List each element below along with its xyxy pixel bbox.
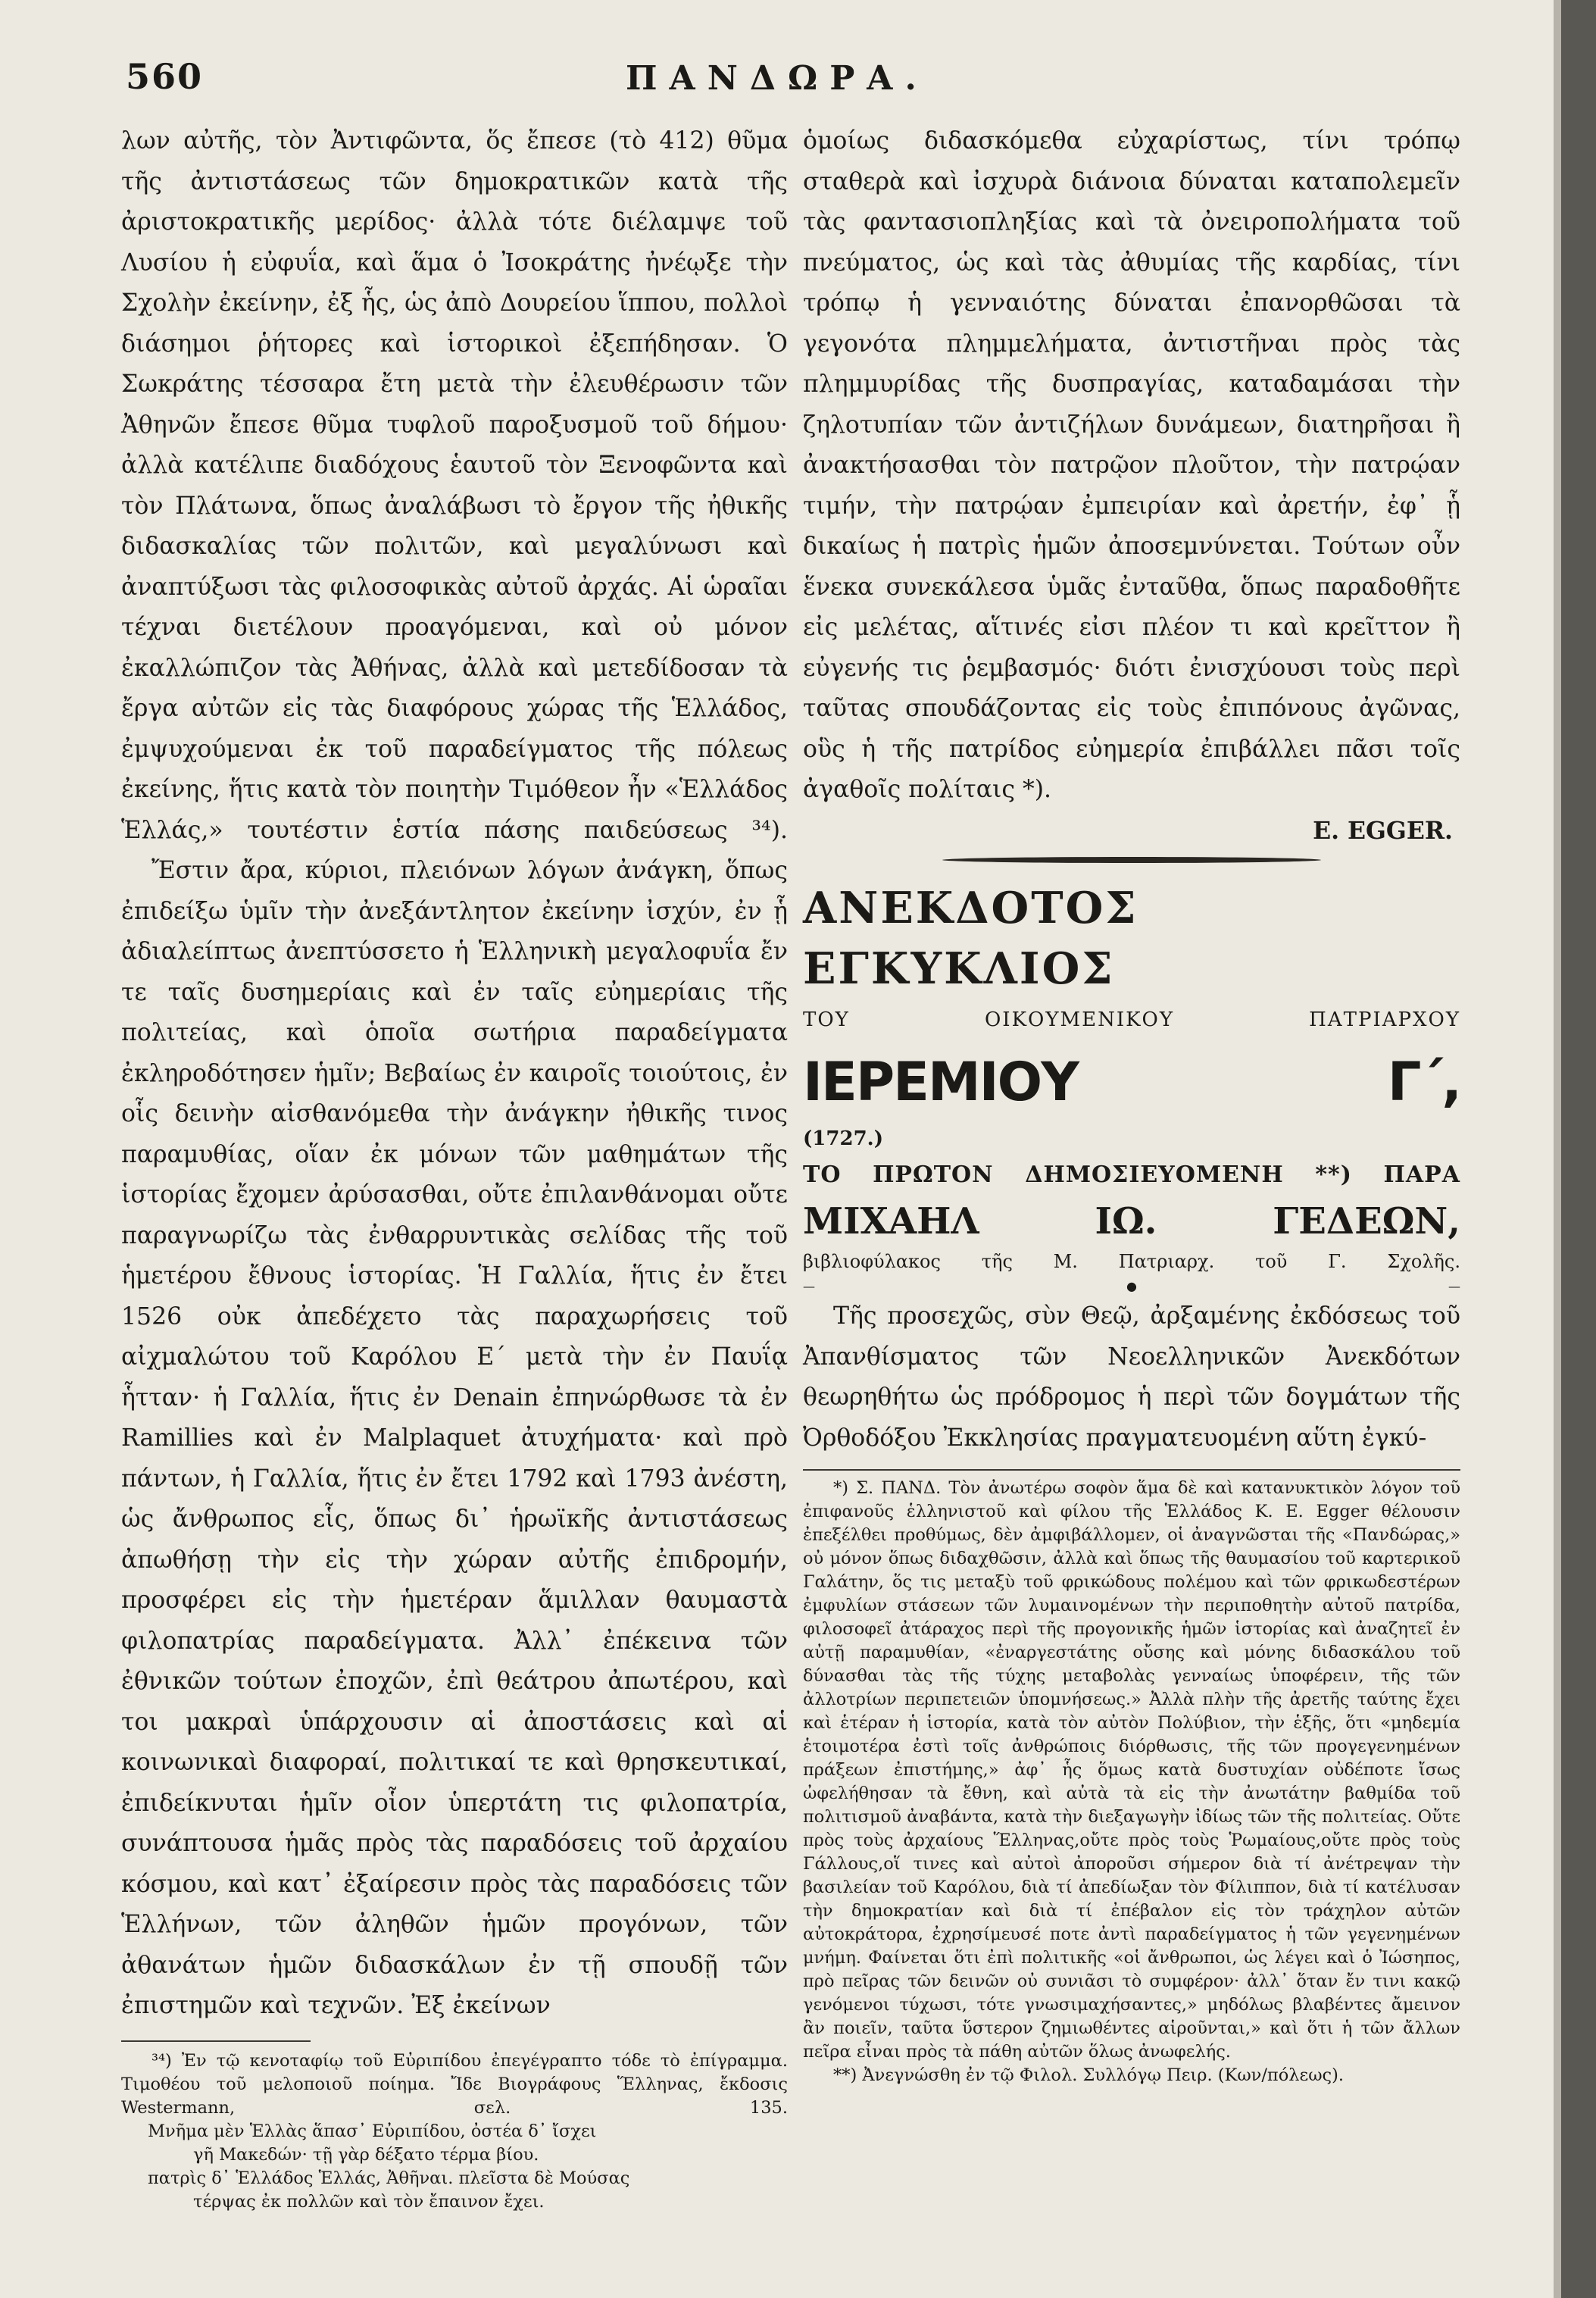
left-column [121, 121, 788, 2214]
footnote-text: **) Ἀνεγνώσθη ἐν τῷ Φιλολ. Συλλόγῳ Πειρ. (Κων/πόλεως). [833, 2065, 1345, 2085]
ornament-dash: —●— [803, 1279, 1460, 1293]
footnote-separator [121, 2040, 311, 2042]
body-paragraph: λων αὐτῆς, τὸν Ἀντιφῶντα, ὅς ἔπεσε (τὸ 412) θῦμα τῆς ἀντιστάσεως τῶν δημοκρατικῶν κατὰ τῆς ἀριστοκρατικῆς μερίδος· ἀλλὰ τότε διέλαμψε τοῦ Λυσίου ἡ εὐφυΐα, καὶ ἅμα ὁ Ἰσοκράτης ἠνέῳξε τὴν Σχολὴν ἐκείνην, ἐξ ἧς, ὡς ἀπὸ Δουρείου ἵππου, πολλοὶ διάσημοι ῥήτορες καὶ ἱστορικοὶ ἐξεπήδησαν. Ὁ Σωκράτης τέσσαρα ἔτη μετὰ τὴν ἐλευθέρωσιν τῶν Ἀθηνῶν ἔπεσε θῦμα τυφλοῦ παροξυσμοῦ τοῦ δήμου· ἀλλὰ κατέλιπε διαδόχους ἑαυτοῦ τὸν Ξενοφῶντα καὶ τὸν Πλάτωνα, ὅπως ἀναλάβωσι τὸ ἔργον τῆς ἠθικῆς διδασκαλίας τῶν πολιτῶν, καὶ μεγαλύνωσι καὶ ἀναπτύξωσι τὰς φιλοσοφικὰς αὐτοῦ ἀρχάς. Αἱ ὡραῖαι τέχναι διετέλουν προαγόμεναι, καὶ οὐ μόνον ἐκαλλώπιζον τὰς Ἀθήνας, ἀλλὰ καὶ μετεδίδοσαν τὰ ἔργα αὐτῶν εἰς τὰς διαφόρους χώρας τῆς Ἑλλάδος, ἐμψυχούμεναι ἐκ τοῦ παραδείγματος τῆς πόλεως ἐκείνης, ἥτις κατὰ τὸν ποιητὴν Τιμόθεον ἦν «Ἑλλάδος Ἑλλάς,» τουτέστιν ἑστία πάσης παιδεύσεως ³⁴). [121, 127, 788, 844]
epigram-verse: τέρψας ἐκ πολλῶν καὶ τὸν ἔπαινον ἔχει. [193, 2191, 545, 2212]
footnote-34 [121, 2049, 788, 2214]
scan-margin-shadow [1554, 0, 1561, 2298]
running-header [126, 56, 1550, 109]
right-column [803, 121, 1460, 2087]
body-paragraph: ὁμοίως διδασκόμεθα εὐχαρίστως, τίνι τρόπῳ σταθερὰ καὶ ἰσχυρὰ διάνοια δύναται καταπολεμεῖν τὰς φαντασιοπληξίας καὶ τὰ ὀνειροπολήματα τοῦ πνεύματος, ὡς καὶ τὰς ἀθυμίας τῆς καρδίας, τίνι τρόπῳ ἡ γενναιότης δύναται ἐπανορθῶσαι τὰ γεγονότα πλημμελήματα, ἀντιστῆναι πρὸς τὰς πλημμυρίδας τῆς δυσπραγίας, καταδαμάσαι τὴν ζηλοτυπίαν τῶν ἀντιζήλων δυνάμεων, διατηρῆσαι ἢ ἀνακτήσασθαι τὸν πατρῷον πλοῦτον, τὴν πατρῴαν τιμήν, τὴν πατρῴαν ἐμπειρίαν καὶ ἀρετήν, ἐφ᾽ ᾗ δικαίως ἡ πατρὶς ἡμῶν ἀποσεμνύνεται. Τούτων οὖν ἕνεκα συνεκάλεσα ὑμᾶς ἐνταῦθα, ὅπως παραδοθῆτε εἰς μελέτας, αἵτινές εἰσι πλέον τι καὶ κρεῖττον ἢ εὐγενής τις ῥεμβασμός· διότι ἐνισχύουσι τοὺς περὶ ταῦτας σπουδάζοντας εἰς τοὺς ἐπιπόνους ἀγῶνας, οὓς ἡ τῆς πατρίδος εὐημερία ἐπιβάλλει πᾶσι τοῖς ἀγαθοῖς πολίταις *). [803, 127, 1460, 803]
scan-margin [1561, 0, 1596, 2298]
footnote-text: *) Σ. ΠΑΝΔ. Τὸν ἀνωτέρω σοφὸν ἅμα δὲ καὶ κατανυκτικὸν λόγον τοῦ ἐπιφανοῦς ἑλληνιστοῦ καὶ φίλου τῆς Ἑλλάδος Κ. Ε. Egger θέλουσιν ἐπεξέλθει προθύμως, δὲν ἀμφιβάλλομεν, οἱ ἀναγνῶσται τῆς «Πανδώρας,» οὐ μόνον ὅπως διδαχθῶσιν, ἀλλὰ καὶ ὅπως τῆς θαυμασίου τοῦ καρτερικοῦ Γαλάτην, ὅς τις μεταξὺ τοῦ φρικώδους πολέμου καὶ τῶν φρικωδεστέρων ἐμφυλίων στάσεων τῶν λυμαινομένων τὴν περιποθητὴν αὐτοῦ πατρίδα, φιλοσοφεῖ ἀτάραχος περὶ τῆς προγονικῆς ἡμῶν ἱστορίας καὶ ἀναζητεῖ ἐν αὐτῇ παραμυθίαν, «ἐναργεστάτης οὔσης καὶ μόνης διδασκάλου τοῦ δύνασθαι τὰς τῆς τύχης μεταβολὰς γενναίως ὑποφέρειν, τῆς τῶν ἀλλοτρίων περιπετειῶν ὑπομνήσεως.» Ἀλλὰ πλὴν τῆς ἀρετῆς ταύτης ἔχει καὶ ἑτέραν ἡ ἱστορία, κατὰ τὸν αὐτὸν Πολύβιον, τὴν ἑξῆς, ὅτι «μηδεμία ἑτοιμοτέρα ἐστὶ τοῖς ἀνθρώποις διόρθωσις, τῆς τῶν προγεγενημένων πράξεων ἐπιστήμης,» ἀφ᾽ ἧς ὅμως κατὰ δυστυχίαν οὐδέποτε ἴσως ὠφελήθησαν τὰ ἔθνη, καὶ αὐτὰ τὰ εἰς τὴν ἀνωτάτην βαθμίδα τοῦ πολιτισμοῦ ἀναβάντα, κατὰ τὴν διεξαγωγὴν ἰδίως τῶν τῆς πολιτείας. Οὔτε πρὸς τοὺς ἀρχαίους Ἕλληνας,οὔτε πρὸς τοὺς Ῥωμαίους,οὔτε πρὸς τοὺς Γάλλους,οἵ τινες καὶ αὐτοὶ ἀποροῦσι σήμερον διὰ τί ἀνέτρεψαν τὴν βασιλείαν τοῦ Καρόλου, διὰ τί ἀπεδίωξαν τὸν Φίλιππον, διὰ τί κατέλυσαν τὴν δημοκρατίαν καὶ διὰ τί ἐπέβαλον εἰς τὸν τράχηλον αὐτῶν αὐτοκράτορα, ἐχρησίμευσέ ποτε ἀντὶ παραδείγματος ἡ τῶν γεγενημένων μνήμη. Φαίνεται ὅτι ἐπὶ πολιτικῆς «οἱ ἄνθρωποι, ὡς λέγει καὶ ὁ Ἰώσηπος, πρὸ πεῖρας τῶν δεινῶν οὐ συνιᾶσι τὸ συμφέρον· ἀλλ᾽ ὅταν ἔν τινι κακῷ γενόμενοι τύχωσι, τότε γνωσιμαχήσαντες,» μηδόλως βλαβέντες ἄμεινον ἂν ποιεῖν, ταῦτα ὕστερον ζημιωθέντες αἱροῦνται,» καὶ ὅτι ἡ τῶν ἄλλων πεῖρα εἶναι πρὸς τὰ πάθη αὐτῶν ὅλως ἀνωφελής. [803, 1478, 1460, 2062]
article-subtitle: ΤΟΥ ΟΙΚΟΥΜΕΝΙΚΟΥ ΠΑΤΡΙΑΡΧΟΥ [803, 1008, 1460, 1031]
footnote-star [803, 1477, 1460, 2087]
editor-name: ΜΙΧΑΗΛ ΙΩ. ΓΕΔΕΩΝ, [803, 1200, 1460, 1243]
ornamental-rule [942, 857, 1321, 863]
footnote-separator [803, 1469, 1460, 1471]
article-year: (1727.) [803, 1127, 884, 1150]
epigram-verse: πατρὶς δ᾽ Ἑλλάδος Ἑλλάς, Ἀθῆναι. πλεῖστα δὲ Μούσας [148, 2168, 630, 2188]
epigram-verse: Μνῆμα μὲν Ἑλλὰς ἅπασ᾽ Εὐριπίδου, ὀστέα δ᾽ ἴσχει [148, 2121, 597, 2141]
publication-note: ΤΟ ΠΡΩΤΟΝ ΔΗΜΟΣΙΕΥΟΜΕΝΗ **) ΠΑΡΑ [803, 1162, 1460, 1188]
page-number: 560 [126, 56, 204, 97]
article-title: ΑΝΕΚΔΟΤΟΣ ΕΓΚΥΚΛΙΟΣ [803, 883, 1138, 994]
patriarch-name: ΙΕΡΕΜΙΟΥ Γ΄, [803, 1051, 1460, 1113]
epigram-verse: γῆ Μακεδών· τῇ γὰρ δέξατο τέρμα βίου. [193, 2144, 539, 2165]
body-paragraph: Ἔστιν ἄρα, κύριοι, πλειόνων λόγων ἀνάγκη, ὅπως ἐπιδείξω ὑμῖν τὴν ἀνεξάντλητον ἐκείνην ἰσχύν, ἐν ᾗ ἀδιαλείπτως ἀνεπτύσσετο ἡ Ἑλληνικὴ μεγαλοφυΐα ἔν τε ταῖς δυσημερίαις καὶ ἐν ταῖς εὐημερίαις τῆς πολιτείας, καὶ ὁποῖα σωτήρια παραδείγματα ἐκληροδότησεν ἡμῖν; Βεβαίως ἐν καιροῖς τοιούτοις, ἐν οἷς δεινὴν αἰσθανόμεθα τὴν ἀνάγκην ἠθικῆς τινος παραμυθίας, οἵαν ἐκ μόνων τῶν μαθημάτων τῆς ἱστορίας ἔχομεν ἀρύσασθαι, οὔτε ἐπιλανθάνομαι οὔτε παραγνωρίζω τὰς ἐνθαρρυντικὰς σελίδας τῆς τοῦ ἡμετέρου ἔθνους ἱστορίας. Ἡ Γαλλία, ἥτις ἐν ἔτει 1526 οὐκ ἀπεδέχετο τὰς παραχωρήσεις τοῦ αἰχμαλώτου τοῦ Καρόλου Ε΄ μετὰ τὴν ἐν Παυΐᾳ ἧτταν· ἡ Γαλλία, ἥτις ἐν Denain ἐπηνώρθωσε τὰ ἐν Ramillies καὶ ἐν Malplaquet ἀτυχήματα· καὶ πρὸ πάντων, ἡ Γαλλία, ἥτις ἐν ἔτει 1792 καὶ 1793 ἀνέστη, ὡς ἄνθρωπος εἷς, ὅπως δι᾽ ἡρωϊκῆς ἀντιστάσεως ἀπωθήσῃ τὴν εἰς τὴν χώραν αὐτῆς ἐπιδρομήν, προσφέρει εἰς τὴν ἡμετέραν ἅμιλλαν θαυμαστὰ φιλοπατρίας παραδείγματα. Ἀλλ᾽ ἐπέκεινα τῶν ἐθνικῶν τούτων ἐποχῶν, ἐπὶ θεάτρου ἀπωτέρου, καὶ τοι μακραὶ ὑπάρχουσιν αἱ ἀποστάσεις καὶ αἱ κοινωνικαὶ διαφοραί, πολιτικαί τε καὶ θρησκευτικαί, ἐπιδείκνυται ἡμῖν οἷον ὑπερτάτη τις φιλοπατρία, συνάπτουσα ἡμᾶς πρὸς τὰς παραδόσεις τοῦ ἀρχαίου κόσμου, καὶ κατ᾽ ἐξαίρεσιν πρὸς τὰς παραδόσεις τῶν Ἑλλήνων, τῶν ἀληθῶν ἡμῶν προγόνων, τῶν ἀθανάτων ἡμῶν διδασκάλων ἐν τῇ σπουδῇ τῶν ἐπιστημῶν καὶ τεχνῶν. Ἐξ ἐκείνων [121, 857, 788, 2019]
intro-paragraph: Τῆς προσεχῶς, σὺν Θεῷ, ἀρξαμένης ἐκδόσεως τοῦ Ἀπανθίσματος τῶν Νεοελληνικῶν Ἀνεκδότων θεωρηθήτω ὡς πρόδρομος ἡ περὶ τῶν δογμάτων τῆς Ὀρθοδόξου Ἐκκλησίας πραγματευομένη αὕτη ἐγκύ- [803, 1302, 1460, 1452]
editor-role: βιβλιοφύλακος τῆς Μ. Πατριαρχ. τοῦ Γ. Σχολῆς. [803, 1251, 1460, 1272]
running-title: ΠΑΝΔΩΡΑ. [626, 59, 929, 98]
footnote-text: ³⁴) Ἐν τῷ κενοταφίῳ τοῦ Εὐριπίδου ἐπεγέγραπτο τόδε τὸ ἐπίγραμμα. Τιμοθέου τοῦ μελοποιοῦ ποίημα. Ἴδε Βιογράφους Ἕλληνας, ἔκδοσις Westermann, σελ. 135. [121, 2050, 788, 2118]
author-signature: E. EGGER. [1313, 816, 1453, 845]
